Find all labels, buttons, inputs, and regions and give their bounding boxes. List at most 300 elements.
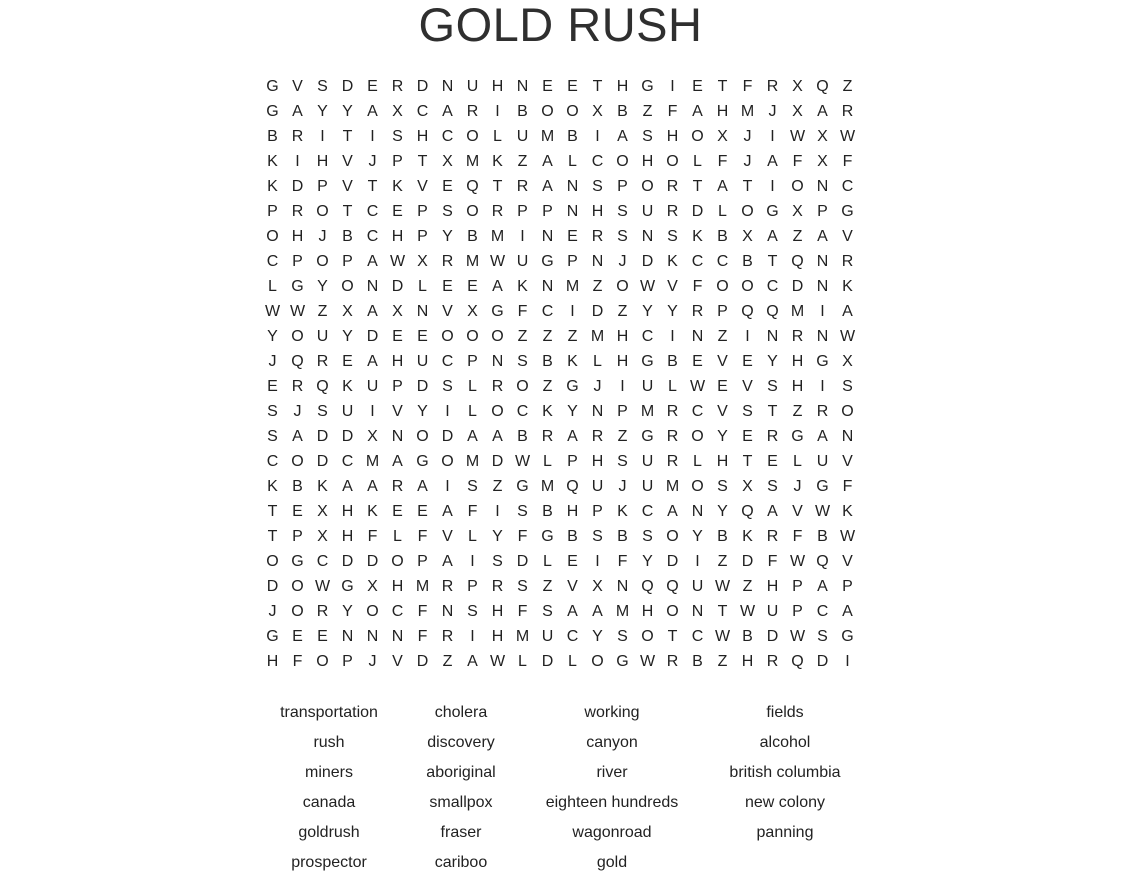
grid-letter: Z	[542, 578, 553, 595]
word-list-item: gold	[596, 854, 628, 871]
grid-letter: G	[291, 553, 304, 570]
grid-letter: C	[691, 403, 704, 420]
grid-letter: S	[542, 603, 553, 620]
grid-letter: X	[317, 528, 328, 545]
grid-letter: A	[617, 128, 628, 145]
grid-letter: N	[391, 628, 404, 645]
grid-letter: W	[814, 503, 831, 520]
grid-letter: U	[816, 453, 829, 470]
grid-letter: D	[441, 428, 454, 445]
grid-letter: X	[742, 228, 753, 245]
grid-letter: B	[517, 103, 528, 120]
grid-letter: G	[841, 203, 854, 220]
grid-letter: G	[641, 78, 654, 95]
grid-letter: S	[817, 628, 828, 645]
grid-letter: A	[817, 103, 828, 120]
grid-letter: D	[741, 553, 754, 570]
grid-letter: H	[391, 353, 404, 370]
word-list-item: cariboo	[434, 854, 488, 871]
grid-letter: O	[516, 378, 529, 395]
grid-letter: D	[316, 453, 329, 470]
grid-letter: X	[792, 203, 803, 220]
grid-letter: D	[341, 78, 354, 95]
grid-letter: C	[516, 403, 529, 420]
grid-letter: E	[442, 178, 453, 195]
grid-letter: B	[267, 128, 278, 145]
grid-letter: N	[691, 603, 704, 620]
grid-letter: A	[692, 103, 703, 120]
grid-letter: L	[693, 153, 702, 170]
grid-letter: H	[491, 628, 504, 645]
grid-letter: W	[489, 653, 506, 670]
grid-letter: F	[842, 478, 853, 495]
grid-letter: L	[418, 278, 427, 295]
grid-letter: U	[316, 328, 329, 345]
grid-letter: K	[667, 253, 678, 270]
grid-letter: Y	[717, 503, 728, 520]
grid-letter: P	[792, 603, 803, 620]
grid-letter: A	[817, 428, 828, 445]
grid-letter: Y	[717, 428, 728, 445]
grid-letter: O	[466, 203, 479, 220]
grid-letter: Z	[592, 278, 603, 295]
grid-letter: N	[591, 253, 604, 270]
grid-letter: J	[368, 653, 377, 670]
grid-letter: K	[742, 528, 753, 545]
grid-letter: T	[742, 178, 753, 195]
grid-letter: W	[789, 128, 806, 145]
grid-letter: O	[641, 628, 654, 645]
grid-letter: R	[591, 428, 604, 445]
grid-letter: G	[616, 653, 629, 670]
grid-letter: C	[416, 103, 429, 120]
grid-letter: I	[445, 478, 450, 495]
grid-letter: A	[467, 653, 478, 670]
word-list-item: canyon	[586, 734, 638, 751]
grid-letter: I	[770, 178, 775, 195]
grid-letter: Q	[316, 378, 329, 395]
grid-letter: D	[516, 553, 529, 570]
grid-letter: O	[691, 128, 704, 145]
grid-letter: I	[520, 228, 525, 245]
word-list-item: canada	[302, 794, 356, 811]
grid-letter: R	[441, 253, 454, 270]
grid-letter: U	[641, 453, 654, 470]
grid-letter: S	[517, 503, 528, 520]
grid-letter: X	[442, 153, 453, 170]
grid-letter: H	[416, 128, 429, 145]
grid-letter: V	[292, 78, 303, 95]
grid-letter: L	[693, 453, 702, 470]
grid-letter: C	[566, 628, 579, 645]
grid-letter: X	[367, 428, 378, 445]
grid-letter: R	[541, 428, 554, 445]
grid-letter: G	[641, 428, 654, 445]
grid-letter: U	[516, 128, 529, 145]
grid-letter: Q	[566, 478, 579, 495]
grid-letter: E	[717, 378, 728, 395]
grid-letter: B	[467, 228, 478, 245]
grid-letter: H	[616, 353, 629, 370]
grid-letter: T	[592, 78, 603, 95]
grid-letter: N	[416, 303, 429, 320]
letter-grid	[260, 74, 860, 674]
grid-letter: H	[491, 78, 504, 95]
grid-row	[260, 424, 860, 449]
grid-letter: F	[792, 153, 803, 170]
grid-letter: X	[392, 103, 403, 120]
grid-letter: O	[416, 428, 429, 445]
word-list-item: panning	[756, 824, 814, 841]
grid-letter: Y	[317, 103, 328, 120]
grid-letter: E	[417, 328, 428, 345]
grid-letter: Z	[492, 478, 503, 495]
grid-letter: W	[839, 328, 856, 345]
grid-letter: D	[791, 278, 804, 295]
grid-letter: N	[391, 428, 404, 445]
grid-letter: Z	[517, 153, 528, 170]
grid-letter: O	[566, 103, 579, 120]
grid-letter: S	[717, 478, 728, 495]
grid-letter: O	[441, 453, 454, 470]
grid-letter: R	[841, 103, 854, 120]
grid-letter: B	[667, 353, 678, 370]
grid-letter: O	[266, 553, 279, 570]
grid-letter: A	[292, 428, 303, 445]
grid-letter: B	[617, 103, 628, 120]
grid-letter: I	[845, 653, 850, 670]
grid-letter: M	[540, 478, 555, 495]
grid-letter: C	[816, 603, 829, 620]
grid-letter: H	[316, 153, 329, 170]
grid-letter: N	[366, 278, 379, 295]
grid-letter: R	[816, 403, 829, 420]
grid-letter: A	[442, 103, 453, 120]
grid-letter: O	[691, 428, 704, 445]
grid-letter: L	[393, 528, 402, 545]
grid-letter: T	[692, 178, 703, 195]
word-list-item: rush	[313, 734, 345, 751]
grid-row	[260, 399, 860, 424]
grid-letter: E	[317, 628, 328, 645]
grid-letter: U	[416, 353, 429, 370]
grid-letter: C	[591, 153, 604, 170]
grid-letter: A	[442, 553, 453, 570]
grid-letter: D	[591, 303, 604, 320]
grid-letter: G	[641, 353, 654, 370]
grid-row	[260, 599, 860, 624]
grid-letter: R	[666, 403, 679, 420]
grid-letter: O	[491, 328, 504, 345]
grid-letter: Y	[767, 353, 778, 370]
grid-letter: E	[567, 553, 578, 570]
grid-letter: R	[666, 653, 679, 670]
grid-letter: N	[541, 278, 554, 295]
grid-letter: S	[842, 378, 853, 395]
grid-letter: C	[316, 553, 329, 570]
grid-letter: O	[341, 278, 354, 295]
grid-letter: A	[442, 503, 453, 520]
grid-letter: N	[566, 203, 579, 220]
grid-letter: H	[716, 103, 729, 120]
grid-letter: D	[341, 553, 354, 570]
grid-row	[260, 574, 860, 599]
grid-letter: K	[367, 503, 378, 520]
grid-letter: H	[391, 578, 404, 595]
grid-letter: N	[816, 278, 829, 295]
grid-letter: V	[442, 528, 453, 545]
grid-letter: K	[542, 403, 553, 420]
grid-letter: R	[391, 78, 404, 95]
grid-letter: O	[316, 653, 329, 670]
grid-letter: P	[417, 553, 428, 570]
grid-letter: O	[716, 278, 729, 295]
grid-letter: H	[591, 453, 604, 470]
grid-letter: L	[543, 553, 552, 570]
grid-letter: R	[766, 528, 779, 545]
grid-letter: X	[367, 578, 378, 595]
grid-letter: W	[489, 253, 506, 270]
grid-letter: H	[391, 228, 404, 245]
grid-row	[260, 174, 860, 199]
grid-letter: S	[767, 378, 778, 395]
grid-letter: S	[617, 203, 628, 220]
grid-letter: Y	[692, 528, 703, 545]
grid-letter: P	[292, 528, 303, 545]
grid-letter: U	[541, 628, 554, 645]
grid-letter: R	[316, 603, 329, 620]
grid-letter: A	[767, 228, 778, 245]
grid-letter: E	[742, 353, 753, 370]
grid-letter: W	[689, 378, 706, 395]
grid-letter: Q	[291, 353, 304, 370]
grid-letter: A	[417, 478, 428, 495]
grid-letter: F	[842, 153, 853, 170]
grid-letter: I	[370, 403, 375, 420]
grid-letter: K	[567, 353, 578, 370]
grid-letter: X	[592, 103, 603, 120]
grid-letter: P	[467, 353, 478, 370]
grid-letter: H	[641, 153, 654, 170]
grid-letter: O	[316, 203, 329, 220]
grid-letter: X	[467, 303, 478, 320]
grid-letter: N	[341, 628, 354, 645]
grid-letter: Q	[791, 653, 804, 670]
grid-letter: R	[441, 628, 454, 645]
grid-letter: D	[291, 178, 304, 195]
grid-letter: F	[517, 528, 528, 545]
grid-letter: O	[666, 153, 679, 170]
grid-letter: A	[367, 353, 378, 370]
grid-letter: O	[791, 178, 804, 195]
grid-letter: M	[415, 578, 430, 595]
grid-letter: E	[392, 328, 403, 345]
grid-letter: T	[342, 128, 353, 145]
grid-letter: R	[766, 653, 779, 670]
grid-letter: I	[595, 128, 600, 145]
grid-letter: O	[666, 603, 679, 620]
word-list-item: transportation	[280, 704, 378, 721]
grid-letter: Y	[342, 603, 353, 620]
word-list-item: goldrush	[298, 824, 360, 841]
grid-letter: A	[767, 153, 778, 170]
grid-letter: V	[392, 403, 403, 420]
grid-letter: Y	[567, 403, 578, 420]
grid-letter: S	[742, 403, 753, 420]
grid-letter: G	[516, 478, 529, 495]
grid-letter: N	[366, 628, 379, 645]
word-list-item: working	[584, 704, 640, 721]
grid-letter: H	[741, 653, 754, 670]
grid-letter: V	[442, 303, 453, 320]
grid-letter: Z	[717, 553, 728, 570]
grid-letter: S	[267, 428, 278, 445]
grid-letter: P	[842, 578, 853, 595]
grid-letter: I	[470, 553, 475, 570]
grid-letter: A	[842, 603, 853, 620]
grid-letter: H	[591, 203, 604, 220]
grid-letter: C	[766, 278, 779, 295]
grid-letter: M	[665, 478, 680, 495]
grid-letter: P	[342, 653, 353, 670]
grid-letter: S	[442, 378, 453, 395]
grid-letter: H	[616, 328, 629, 345]
grid-letter: K	[842, 278, 853, 295]
grid-letter: B	[517, 428, 528, 445]
grid-letter: I	[595, 553, 600, 570]
grid-letter: I	[470, 628, 475, 645]
grid-letter: S	[267, 403, 278, 420]
grid-letter: Q	[766, 303, 779, 320]
word-list-item: discovery	[427, 734, 495, 751]
grid-letter: Q	[791, 253, 804, 270]
grid-letter: Y	[642, 303, 653, 320]
grid-letter: C	[541, 303, 554, 320]
grid-row	[260, 274, 860, 299]
grid-letter: E	[292, 628, 303, 645]
grid-letter: L	[268, 278, 277, 295]
grid-letter: D	[366, 328, 379, 345]
grid-letter: E	[442, 278, 453, 295]
grid-letter: O	[741, 278, 754, 295]
grid-letter: I	[320, 128, 325, 145]
grid-letter: Z	[642, 103, 653, 120]
grid-letter: T	[742, 453, 753, 470]
grid-letter: E	[692, 78, 703, 95]
grid-letter: X	[392, 303, 403, 320]
grid-letter: H	[266, 653, 279, 670]
grid-letter: D	[641, 253, 654, 270]
grid-letter: R	[666, 203, 679, 220]
grid-letter: D	[766, 628, 779, 645]
grid-letter: E	[567, 78, 578, 95]
grid-letter: M	[465, 453, 480, 470]
grid-letter: I	[570, 303, 575, 320]
word-list-item: miners	[304, 764, 353, 781]
grid-letter: I	[695, 553, 700, 570]
grid-letter: B	[717, 228, 728, 245]
grid-letter: S	[767, 478, 778, 495]
grid-letter: M	[790, 303, 805, 320]
grid-letter: Z	[742, 578, 753, 595]
word-list-item: aboriginal	[426, 764, 496, 781]
grid-letter: A	[767, 503, 778, 520]
grid-letter: Q	[666, 578, 679, 595]
grid-letter: N	[441, 78, 454, 95]
grid-letter: P	[392, 153, 403, 170]
grid-letter: S	[617, 628, 628, 645]
grid-letter: W	[639, 278, 656, 295]
grid-letter: O	[366, 603, 379, 620]
grid-letter: A	[392, 453, 403, 470]
grid-letter: Z	[542, 328, 553, 345]
grid-letter: D	[541, 653, 554, 670]
grid-row	[260, 199, 860, 224]
grid-letter: R	[516, 178, 529, 195]
grid-letter: V	[392, 653, 403, 670]
grid-letter: J	[593, 378, 602, 395]
grid-letter: H	[341, 528, 354, 545]
grid-letter: E	[692, 353, 703, 370]
grid-letter: B	[342, 228, 353, 245]
grid-letter: R	[666, 453, 679, 470]
grid-letter: C	[266, 453, 279, 470]
grid-row	[260, 524, 860, 549]
grid-letter: W	[314, 578, 331, 595]
grid-letter: K	[617, 503, 628, 520]
grid-letter: T	[267, 503, 278, 520]
grid-letter: R	[766, 78, 779, 95]
grid-letter: U	[366, 378, 379, 395]
grid-row	[260, 224, 860, 249]
grid-letter: V	[717, 403, 728, 420]
word-column-3	[527, 698, 697, 878]
grid-letter: N	[566, 178, 579, 195]
grid-letter: G	[266, 628, 279, 645]
grid-letter: E	[392, 203, 403, 220]
grid-letter: Y	[492, 528, 503, 545]
grid-letter: W	[264, 303, 281, 320]
grid-letter: F	[517, 603, 528, 620]
grid-letter: D	[416, 378, 429, 395]
grid-letter: I	[295, 153, 300, 170]
grid-letter: Z	[317, 303, 328, 320]
grid-letter: O	[266, 228, 279, 245]
grid-letter: P	[317, 178, 328, 195]
grid-row	[260, 649, 860, 674]
grid-letter: U	[341, 403, 354, 420]
grid-letter: B	[717, 528, 728, 545]
grid-letter: D	[341, 428, 354, 445]
grid-letter: F	[517, 303, 528, 320]
grid-letter: O	[616, 278, 629, 295]
grid-row	[260, 124, 860, 149]
grid-letter: Z	[442, 653, 453, 670]
grid-letter: Z	[617, 428, 628, 445]
grid-letter: P	[617, 403, 628, 420]
grid-letter: H	[791, 353, 804, 370]
grid-letter: S	[642, 528, 653, 545]
grid-letter: T	[367, 178, 378, 195]
grid-letter: G	[541, 253, 554, 270]
grid-letter: L	[718, 203, 727, 220]
grid-letter: K	[317, 478, 328, 495]
grid-letter: S	[492, 553, 503, 570]
grid-letter: X	[792, 103, 803, 120]
grid-letter: M	[490, 228, 505, 245]
grid-letter: X	[817, 128, 828, 145]
grid-letter: D	[416, 78, 429, 95]
